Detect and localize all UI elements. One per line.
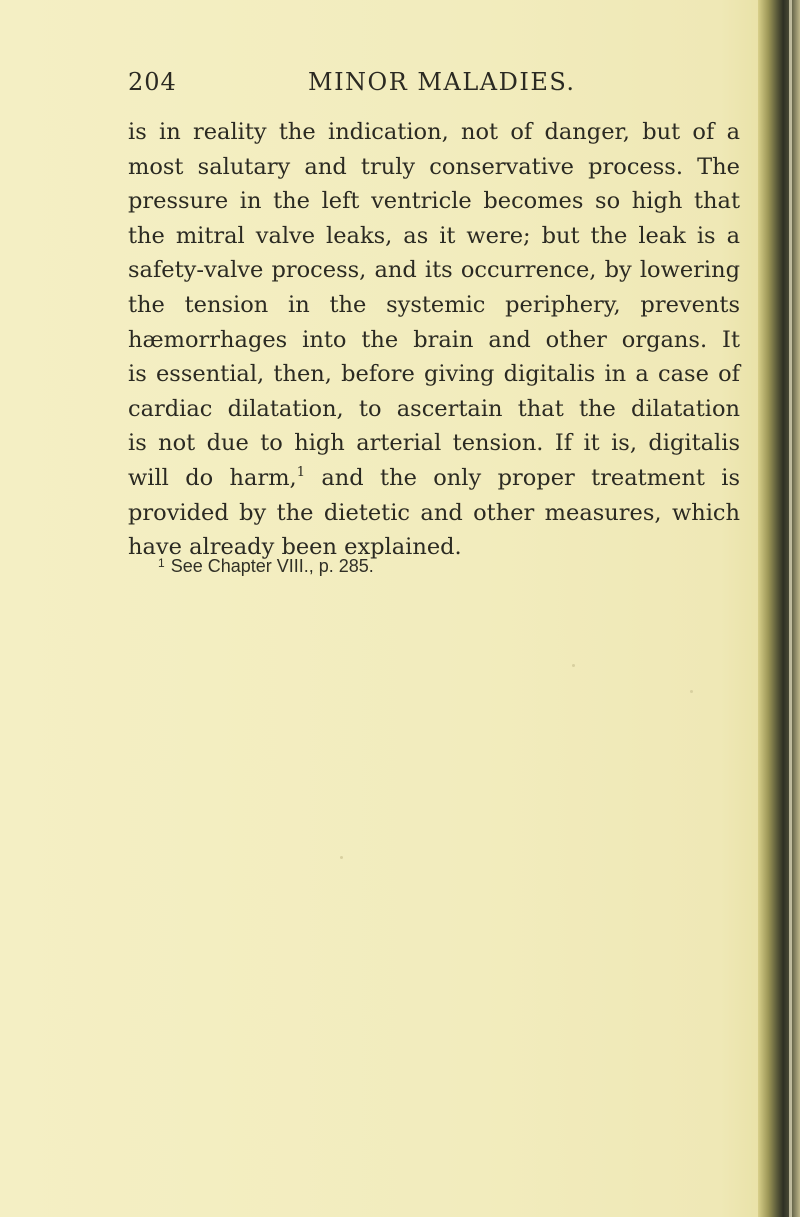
text-line: pressure in the left ventricle becomes so high that (128, 188, 740, 215)
page-header (128, 68, 728, 104)
text-line: most salutary and truly conservative process. The (128, 153, 740, 180)
text-line-with-footnote-ref (128, 461, 740, 496)
text-line: is in reality the indication, not of danger, but of a (128, 119, 740, 145)
page-number: 204 (128, 68, 177, 96)
text-fragment: and the only proper treatment is (304, 464, 741, 491)
text-line: the tension in the systemic periphery, prevents (128, 291, 740, 318)
running-title: MINOR MALADIES. (308, 68, 576, 96)
text-line: the mitral valve leaks, as it were; but the leak is a (128, 222, 740, 249)
footnote-reference[interactable]: 1 (296, 464, 305, 480)
text-line: have already been explained. (128, 534, 462, 561)
paper-speck (340, 856, 343, 859)
text-line: safety-valve process, and its occurrence, by lowering (128, 257, 740, 284)
text-fragment: will do harm, (128, 464, 297, 491)
text-line: is not due to high arterial tension. If it is, digitalis (128, 430, 740, 457)
text-line: hæmorrhages into the brain and other organs. It (128, 326, 740, 353)
book-spine-edge (758, 0, 800, 1217)
footnote-text: See Chapter VIII., p. 285. (170, 556, 374, 576)
text-line: provided by the dietetic and other measures, which (128, 499, 740, 526)
paper-speck (690, 690, 693, 693)
body-paragraph (128, 115, 740, 565)
text-line: cardiac dilatation, to ascertain that the dilatation (128, 395, 740, 422)
footnote (158, 556, 374, 577)
footnote-marker: 1 (158, 556, 165, 570)
text-line: is essential, then, before giving digitalis in a case of (128, 361, 740, 388)
paper-speck (572, 664, 575, 667)
page-edge-line (789, 0, 792, 1217)
